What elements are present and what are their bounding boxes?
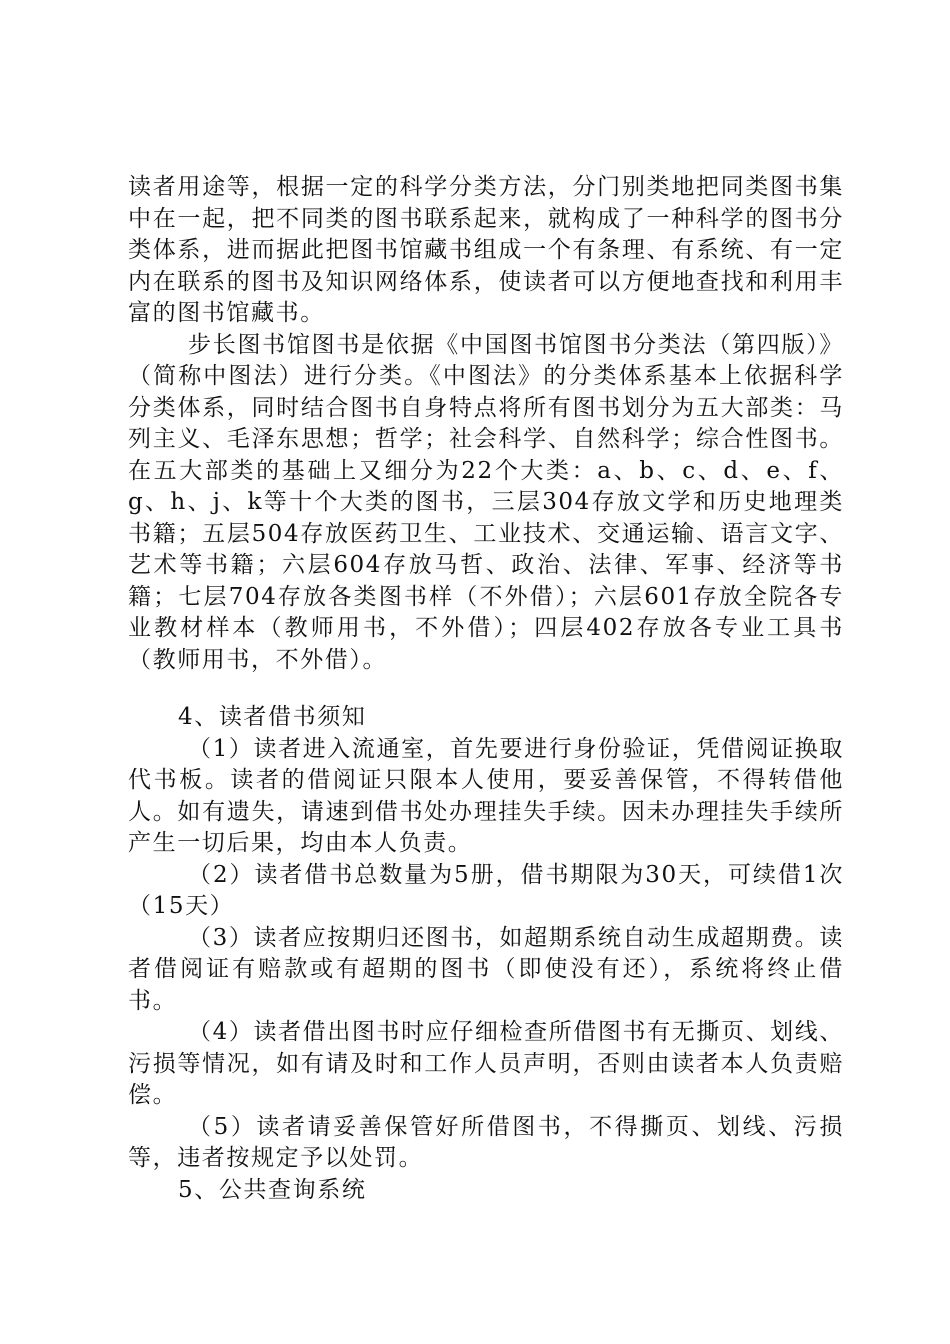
rule-4: （4）读者借出图书时应仔细检查所借图书有无撕页、划线、污损等情况，如有请及时和工作人员声明，否则由读者本人负责赔偿。 <box>128 1019 844 1108</box>
classification-paragraph: 步长图书馆图书是依据《中国图书馆图书分类法（第四版）》（简称中图法）进行分类。《中图法》的分类体系基本上依据科学分类体系，同时结合图书自身特点将所有图书划分为五大部类：马列主义、毛泽东思想；哲学；社会科学、自然科学；综合性图书。在五大部类的基础上又细分为22个大类：a、b、c、d、e、f、g、h、j、k等十个大类的图书，三层304存放文学和历史地理类书籍；五层504存放医药卫生、工业技术、交通运输、语言文字、艺术等书籍；六层604存放马哲、政治、法律、军事、经济等书籍；七层704存放各类图书样（不外借）；六层601存放全院各专业教材样本（教师用书，不外借）；四层402存放各专业工具书（教师用书，不外借）。 <box>128 331 844 673</box>
rule-3: （3）读者应按期归还图书，如超期系统自动生成超期费。读者借阅证有赔款或有超期的图书（即使没有还），系统将终止借书。 <box>128 924 844 1014</box>
rule-5: （5）读者请妥善保管好所借图书，不得撕页、划线、污损等，违者按规定予以处罚。 <box>128 1113 844 1171</box>
rule-2: （2）读者借书总数量为5册，借书期限为30天，可续借1次（15天） <box>128 861 844 919</box>
section-4-heading: 4、读者借书须知 <box>178 704 367 730</box>
section-5-heading: 5、公共查询系统 <box>178 1176 367 1203</box>
intro-paragraph: 读者用途等，根据一定的科学分类方法，分门别类地把同类图书集中在一起，把不同类的图书联系起来，就构成了一种科学的图书分类体系，进而据此把图书馆藏书组成一个有条理、有系统、有一定内在联系的图书及知识网络体系，使读者可以方便地查找和利用丰富的图书馆藏书。 <box>128 174 844 326</box>
rule-1: （1）读者进入流通室，首先要进行身份验证，凭借阅证换取代书板。读者的借阅证只限本人使用，要妥善保管，不得转借他人。如有遗失，请速到借书处办理挂失手续。因未办理挂失手续所产生一切后果，均由本人负责。 <box>128 735 844 856</box>
document-body <box>128 172 844 1206</box>
section-spacer <box>128 676 844 702</box>
